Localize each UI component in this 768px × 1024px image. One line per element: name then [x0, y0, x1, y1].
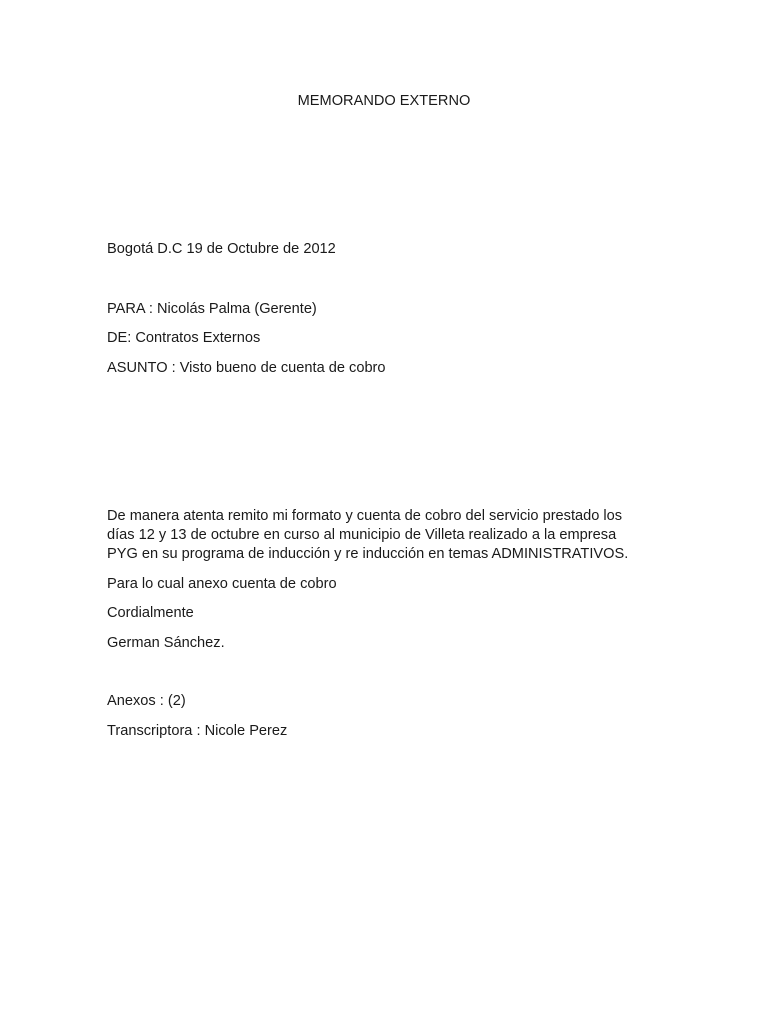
closing: Cordialmente — [107, 605, 194, 621]
body-line: días 12 y 13 de octubre en curso al municipio de Villeta realizado a la empresa — [107, 527, 617, 543]
de-field: DE: Contratos Externos — [107, 330, 261, 346]
para-field: PARA : Nicolás Palma (Gerente) — [107, 301, 317, 317]
date-line: Bogotá D.C 19 de Octubre de 2012 — [107, 241, 336, 257]
anexos-line: Anexos : (2) — [107, 693, 186, 709]
transcriptora-line: Transcriptora : Nicole Perez — [107, 723, 288, 739]
memo-title: MEMORANDO EXTERNO — [297, 93, 471, 109]
annex-line: Para lo cual anexo cuenta de cobro — [107, 576, 337, 592]
asunto-field: ASUNTO : Visto bueno de cuenta de cobro — [107, 360, 386, 376]
memo-body — [107, 507, 687, 564]
signature: German Sánchez. — [107, 635, 225, 651]
body-line: De manera atenta remito mi formato y cuenta de cobro del servicio prestado los — [107, 508, 623, 524]
body-line: PYG en su programa de inducción y re inducción en temas ADMINISTRATIVOS. — [107, 546, 629, 562]
